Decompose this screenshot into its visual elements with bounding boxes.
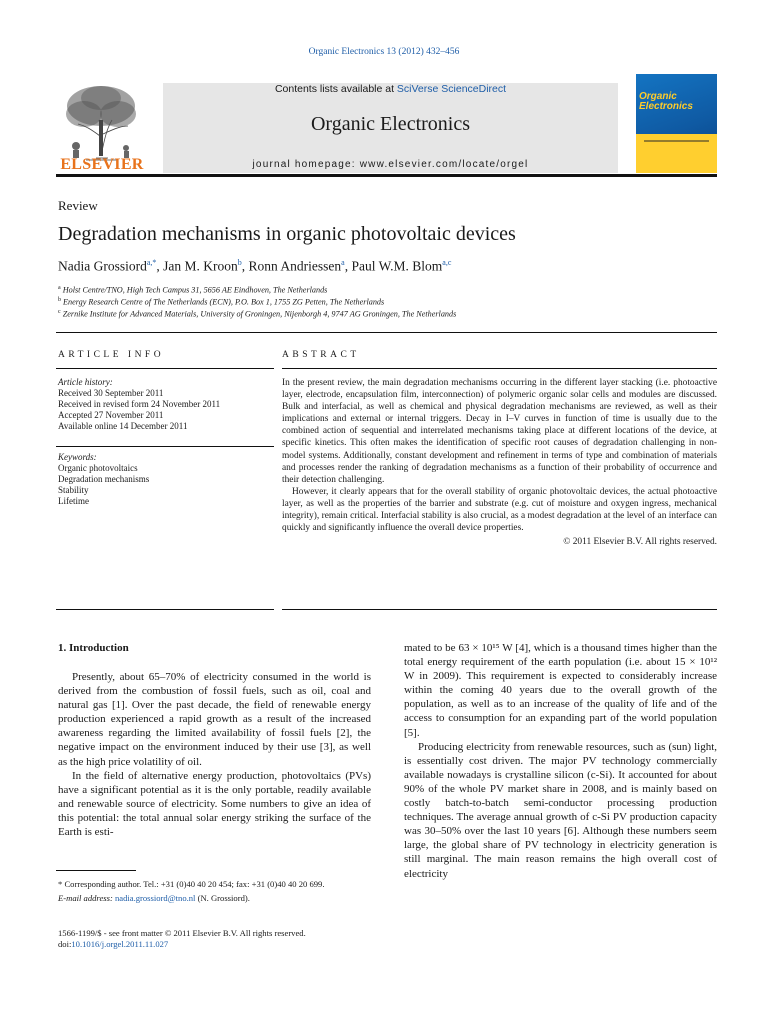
body-right-paragraph-2: Producing electricity from renewable resources, such as (sun) light, is essentially cost driven. The major PV technology commercially available nowadays is crystalline silicon (c-Si). It accounted for about 90% of the whole PV market share in 2008, and is mainly based on costly batch-to-batch semi-conductor processing production techniques. The average annual growth of c-Si PV production capacity was 30–50% over the last 10 years [6]. Although these numbers seem large, the global share of PV technology in electricity generation is still marginal. The main reason remains the high overall cost of electricity: [404, 740, 717, 880]
author-2-affil[interactable]: b: [237, 258, 242, 267]
footnote-contact: * Corresponding author. Tel.: +31 (0)40 40 20 454; fax: +31 (0)40 40 20 699.: [58, 879, 325, 889]
affiliation-c-text: Zernike Institute for Advanced Materials, University of Groningen, Nijenborgh 4, 9747 AG Groningen, The Netherlands: [62, 309, 457, 319]
footnote-corresponding: [58, 879, 371, 904]
journal-homepage: [163, 159, 618, 170]
cover-title-line1: Organic: [639, 91, 677, 102]
publisher-wordmark: ELSEVIER: [60, 156, 144, 173]
article-info-label: ARTICLE INFO: [58, 350, 165, 360]
keyword-1: Organic photovoltaics: [58, 463, 138, 473]
keyword-3: Stability: [58, 485, 89, 495]
sciencedirect-link[interactable]: SciVerse ScienceDirect: [396, 83, 507, 95]
abstract-copyright: © 2011 Elsevier B.V. All rights reserved.: [563, 537, 717, 548]
journal-cover-image: [636, 74, 717, 173]
email-suffix: (N. Grossiord).: [195, 893, 250, 903]
doi-link[interactable]: 10.1016/j.orgel.2011.11.027: [71, 939, 169, 949]
body-right-column: [404, 641, 717, 881]
cover-strip-line: [644, 140, 709, 142]
author-1[interactable]: Nadia Grossiord: [58, 258, 147, 274]
author-list: Nadia Grossiord$^{a,*}$, Jan M. Kroon$^b$, Ronn Andriessen$^a$, Paul W.M. Blom$^{a,c}$: [58, 258, 452, 274]
doi-line: [58, 939, 388, 950]
info-bottom-rule: [56, 609, 274, 610]
author-3[interactable]: Ronn Andriessen: [248, 258, 342, 274]
homepage-link[interactable]: www.elsevier.com/locate/orgel: [359, 159, 529, 170]
keyword-2: Degradation mechanisms: [58, 474, 150, 484]
affiliation-c-mark: c: [58, 309, 61, 315]
front-matter-issn: 1566-1199/$ - see front matter © 2011 Elsevier B.V. All rights reserved.: [58, 928, 306, 938]
footnote-email: [58, 893, 371, 904]
body-left-column: [58, 670, 371, 839]
homepage-prefix: journal homepage:: [252, 159, 360, 170]
author-3-affil[interactable]: a: [341, 258, 345, 267]
contents-prefix: Contents lists available at: [274, 83, 397, 95]
article-history: [58, 377, 268, 432]
contents-availability: [163, 83, 618, 95]
body-left-paragraph-1: Presently, about 65–70% of electricity consumed in the world is derived from the combustion of fossil fuels, such as oil, coal and natural gas [1]. Over the past decade, the field of renewable energy production experienced a rapid growth as a result of the increased awareness regarding the limited availability of fossil fuels [2], the negative impact on the environment induced by their use [3], as well as the high price volatility of oil.: [58, 671, 371, 768]
email-label: E-mail address:: [58, 893, 115, 903]
abstract-body: [282, 377, 717, 548]
cover-title: [639, 92, 693, 112]
affiliation-b: [58, 297, 718, 307]
affiliation-a-text: Holst Centre/TNO, High Tech Campus 31, 5656 AE Eindhoven, The Netherlands: [62, 285, 328, 295]
affiliation-a-mark: a: [58, 285, 61, 291]
article-info-rule: [56, 368, 274, 369]
abstract-paragraph-1: In the present review, the main degradation mechanisms occurring in the different layer stacking (i.e. photoactive layer, electrode, encapsulation film, interconnection) of polymeric organic solar cells and modules are discussed. Bulk and interfacial, as well as chemical and physical degradation mechanisms are reviewed, as well as their implications and external or internal triggers. Decay in I–V curves in function of time is usually due to the combined action of sequential and interrelated mechanisms taking place at different locations of the device, at specific kinetics. This often makes the identification of specific root causes of degradation challenging in non-model systems. Additionally, constant development and refinement in terms of type and combination of materials and processes render the ranking of degradation mechanisms as a function of their probability of occurrence and their detection challenging.: [282, 378, 717, 485]
author-2[interactable]: Jan M. Kroon: [163, 258, 238, 274]
journal-name: Organic Electronics: [310, 113, 470, 135]
author-4-affil[interactable]: a,c: [442, 258, 452, 267]
history-received: Received 30 September 2011: [58, 388, 164, 398]
header-rule: [56, 174, 717, 177]
journal-citation[interactable]: Organic Electronics 13 (2012) 432–456: [308, 47, 460, 57]
affiliation-b-text: Energy Research Centre of The Netherlands (ECN), P.O. Box 1, 1755 ZG Petten, The Netherlands: [63, 297, 385, 307]
body-left-paragraph-2: In the field of alternative energy production, photovoltaics (PVs) have a significant potential as it is the only portable, readily available and renewable source of electricity. Some numbers to give an idea of this potential: the total annual solar energy striking the surface of the Earth is esti-: [58, 769, 371, 839]
author-1-affil[interactable]: a,*: [146, 258, 157, 267]
keywords-label: Keywords:: [58, 452, 97, 462]
abstract-bottom-rule: [282, 609, 717, 610]
email-link[interactable]: nadia.grossiord@tno.nl: [114, 893, 196, 903]
abstract-rule: [282, 368, 717, 369]
doi-prefix: doi:: [58, 939, 72, 949]
cover-title-line2: Electronics: [639, 101, 693, 112]
article-type: Review: [58, 198, 98, 213]
keyword-4: Lifetime: [58, 496, 89, 506]
keywords: [58, 452, 268, 507]
history-label: Article history:: [58, 377, 113, 387]
author-4[interactable]: Paul W.M. Blom: [351, 258, 443, 274]
title-rule: [56, 332, 717, 333]
history-online: Available online 14 December 2011: [58, 421, 188, 431]
section-heading-introduction: 1. Introduction: [58, 642, 129, 654]
abstract-paragraph-2: However, it clearly appears that for the overall stability of organic photovoltaic devices, the actual photoactive layer, as well as the properties of the barrier and substrate (e.g. cut of moisture and oxygen ingress, mechanical integrity), remain critical. Interfacial stability is also crucial, as a modest degradation at the level of an interface can quickly and significantly influence the overall device properties.: [282, 486, 717, 534]
abstract-label: ABSTRACT: [282, 350, 360, 360]
history-rule: [56, 446, 274, 447]
history-accepted: Accepted 27 November 2011: [58, 410, 164, 420]
footnote-rule: [56, 870, 136, 871]
front-matter: [58, 928, 388, 950]
affiliation-b-mark: b: [58, 297, 61, 303]
article-title: Degradation mechanisms in organic photovoltaic devices: [58, 223, 516, 245]
history-revised: Received in revised form 24 November 2011: [58, 399, 221, 409]
body-right-paragraph-1: mated to be 63 × 10¹⁵ W [4], which is a thousand times higher than the total energy requirement of the earth population (i.e. about 15 × 10¹² W in 2009). This requirement is expected to considerably increase within the coming 40 years due to the overall growth of the population, as well as to an increase of the quality of life and of the access to consumption for an expanding part of the world population [5].: [404, 642, 717, 739]
affiliation-c: [58, 309, 718, 319]
affiliation-a: [58, 285, 718, 295]
